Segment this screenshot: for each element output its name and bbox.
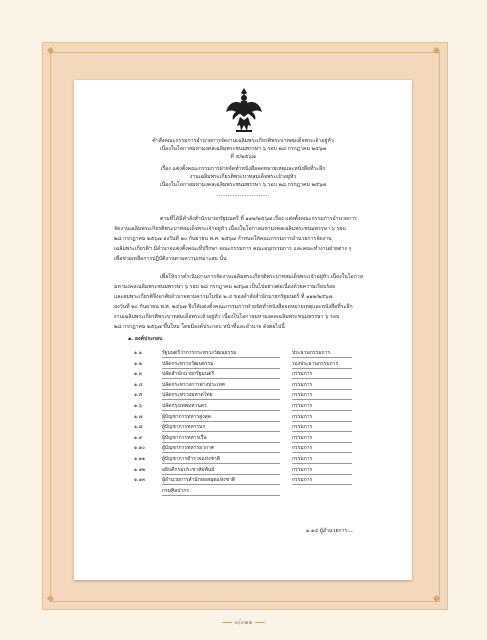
section-heading: ๑. องค์ประกอบ bbox=[128, 336, 163, 342]
member-role: กรรมการ bbox=[292, 423, 352, 432]
paragraph-1-line: ตามที่ได้มีคำสั่งสำนักนายกรัฐมนตรี ที่ ๑๑๒/๒๕๖๗ เรื่อง แต่งตั้งคณะกรรมการอำนวยการ bbox=[160, 216, 357, 222]
table-row bbox=[134, 422, 384, 433]
member-name: รัฐมนตรีว่าการกระทรวงวัฒนธรรม bbox=[162, 349, 280, 358]
member-role: กรรมการ bbox=[292, 370, 352, 379]
paragraph-2-line: งานเฉลิมพระเกียรติพระบาทสมเด็จพระเจ้าอยู่หัว เนื่องในโอกาสมหามงคลเฉลิมพระชนมพรรษา ๖ รอบ bbox=[114, 314, 340, 320]
member-number: ๑.๑๒ bbox=[134, 466, 146, 473]
member-role: กรรมการ bbox=[292, 391, 352, 400]
member-role: ประธานกรรมการ bbox=[292, 349, 352, 358]
paragraph-1-line: จัดงานเฉลิมพระเกียรติพระบาทสมเด็จพระเจ้าอยู่หัว เนื่องในโอกาสมหามงคลเฉลิมพระชนมพรรษา ๖ รอบ bbox=[114, 226, 346, 232]
member-name: ผู้บัญชาการทหารเรือ bbox=[162, 434, 280, 443]
table-row bbox=[134, 454, 384, 465]
member-table bbox=[134, 348, 384, 496]
member-number: ๑.๑๐ bbox=[134, 445, 145, 452]
member-role: กรรมการ bbox=[292, 455, 352, 464]
paragraph-2-line: และสมพระเกียรติจึงอาศัยอำนาจตามความในข้อ ๒.๔ ของคำสั่งสำนักนายกรัฐมนตรี ที่ ๑๑๒/๒๕๖๗ bbox=[114, 294, 333, 300]
member-number: ๑.๔ bbox=[134, 381, 143, 388]
member-number: ๑.๖ bbox=[134, 402, 142, 409]
table-row bbox=[134, 348, 384, 359]
paragraph-2-line: ๒๘ กรกฎาคม ๒๕๖๗ ขึ้นใหม่ โดยมีองค์ประกอบ หน้าที่และอำนาจ ดังต่อไปนี้ bbox=[114, 324, 285, 330]
table-row bbox=[134, 433, 384, 444]
member-number: ๑.๕ bbox=[134, 392, 143, 399]
member-role: กรรมการ bbox=[292, 444, 352, 453]
member-role: รองประธานกรรมการ bbox=[292, 360, 352, 369]
table-row bbox=[134, 369, 384, 380]
heading-divider: ………………………… bbox=[217, 192, 269, 198]
member-number: ๑.๒ bbox=[134, 360, 143, 367]
member-name: ผู้บัญชาการทหารอากาศ bbox=[162, 444, 280, 453]
member-name: ผู้อำนวยการสำนักหอสมุดแห่งชาติ bbox=[162, 476, 280, 485]
table-row bbox=[134, 465, 384, 476]
member-name: ปลัดกระทรวงมหาดไทย bbox=[162, 391, 280, 400]
member-name: ผู้บัญชาการทหารสูงสุด bbox=[162, 413, 280, 422]
continued-footer: ๑.๑๔ ผู้อำนวยการ.... bbox=[306, 528, 354, 534]
member-number: ๑.๑๓ bbox=[134, 477, 146, 484]
member-name: ปลัดกระทรวงวัฒนธรรม bbox=[162, 360, 280, 369]
member-number: ๑.๓ bbox=[134, 371, 143, 378]
paragraph-1-line: เพื่อช่วยเหลือการปฏิบัติงานตามความเหมาะสม นั้น bbox=[114, 256, 227, 262]
member-name: ปลัดสำนักนายกรัฐมนตรี bbox=[162, 370, 280, 379]
member-role: กรรมการ bbox=[292, 466, 352, 475]
page-number bbox=[0, 617, 487, 627]
document-page bbox=[74, 80, 412, 580]
member-name-line2: กรมศิลปากร bbox=[162, 487, 280, 496]
member-number: ๑.๘ bbox=[134, 424, 143, 431]
paragraph-2-line: ลงวันที่ ๒๐ กันยายน พ.ศ. ๒๕๖๗ จึงให้แต่งตั้งคณะกรรมการฝ่ายจัดทำหนังสือจดหมายเหตุและหนังสือที่ระลึก bbox=[114, 304, 353, 310]
paragraph-1-line: เฉลิมพระเกียรติฯ มีอำนาจแต่งตั้งคณะที่ปรึกษา คณะกรรมการ คณะอนุกรรมการ และคณะทำงานฝ่ายต่าง ๆ bbox=[114, 246, 352, 252]
table-row bbox=[134, 390, 384, 401]
member-number: ๑.๑ bbox=[134, 350, 142, 356]
table-row-continuation bbox=[134, 486, 384, 497]
page-number-text: ๓/๓๑๑ bbox=[234, 619, 253, 626]
member-role: กรรมการ bbox=[292, 413, 352, 422]
member-number: ๑.๙ bbox=[134, 434, 143, 441]
table-row bbox=[134, 412, 384, 423]
order-heading: คำสั่งคณะกรรมการอำนวยการจัดงานเฉลิมพระเกียรติพระบาทสมเด็จพระเจ้าอยู่หัว bbox=[152, 138, 334, 144]
table-row bbox=[134, 359, 384, 370]
order-heading-occasion: เนื่องในโอกาสมหามงคลเฉลิมพระชนมพรรษา ๖ รอบ ๒๘ กรกฎาคม ๒๕๖๗ bbox=[159, 146, 327, 152]
member-number: ๑.๑๑ bbox=[134, 455, 146, 462]
member-role: กรรมการ bbox=[292, 434, 352, 443]
page-number-ornament bbox=[222, 622, 232, 623]
order-number: ที่ ๕/๒๕๖๗ bbox=[230, 154, 256, 160]
table-row bbox=[134, 380, 384, 391]
member-number: ๑.๗ bbox=[134, 413, 143, 420]
member-role: กรรมการ bbox=[292, 402, 352, 411]
member-name: ผู้บัญชาการทหารบก bbox=[162, 423, 280, 432]
member-name: ปลัดกระทรวงการต่างประเทศ bbox=[162, 381, 280, 390]
order-subject-line2: งานเฉลิมพระเกียรติพระบาทสมเด็จพระเจ้าอยู่หัว bbox=[189, 174, 297, 180]
member-role: กรรมการ bbox=[292, 476, 352, 485]
table-row bbox=[134, 475, 384, 486]
order-subject: เรื่อง แต่งตั้งคณะกรรมการฝ่ายจัดทำหนังสือจดหมายเหตุและหนังสือที่ระลึก bbox=[160, 166, 326, 172]
table-row bbox=[134, 401, 384, 412]
order-subject-line3: เนื่องในโอกาสมหามงคลเฉลิมพระชนมพรรษา ๖ รอบ ๒๘ กรกฎาคม ๒๕๖๗ bbox=[159, 182, 327, 188]
paragraph-1-line: ๒๘ กรกฎาคม ๒๕๖๗ ลงวันที่ ๒๐ กันยายน พ.ศ. ๒๕๖๗ กำหนดให้คณะกรรมการอำนวยการจัดงาน bbox=[114, 236, 332, 242]
paragraph-2-line: มหามงคลเฉลิมพระชนมพรรษา ๖ รอบ ๒๘ กรกฎาคม ๒๕๖๗ เป็นไปอย่างต่อเนื่องด้วยความเรียบร้อย bbox=[114, 284, 336, 290]
member-role: กรรมการ bbox=[292, 381, 352, 390]
page-number-ornament bbox=[255, 622, 265, 623]
member-name: อธิบดีกรมประชาสัมพันธ์ bbox=[162, 466, 280, 475]
member-name: ผู้บัญชาการตำรวจแห่งชาติ bbox=[162, 455, 280, 464]
paragraph-2-line: เพื่อให้การดำเนินงานการจัดงานเฉลิมพระเกียรติพระบาทสมเด็จพระเจ้าอยู่หัว เนื่องในโอกาส bbox=[160, 274, 363, 280]
member-name: ปลัดกรุงเทพมหานคร bbox=[162, 402, 280, 411]
table-row bbox=[134, 443, 384, 454]
garuda-emblem-icon bbox=[224, 86, 264, 134]
